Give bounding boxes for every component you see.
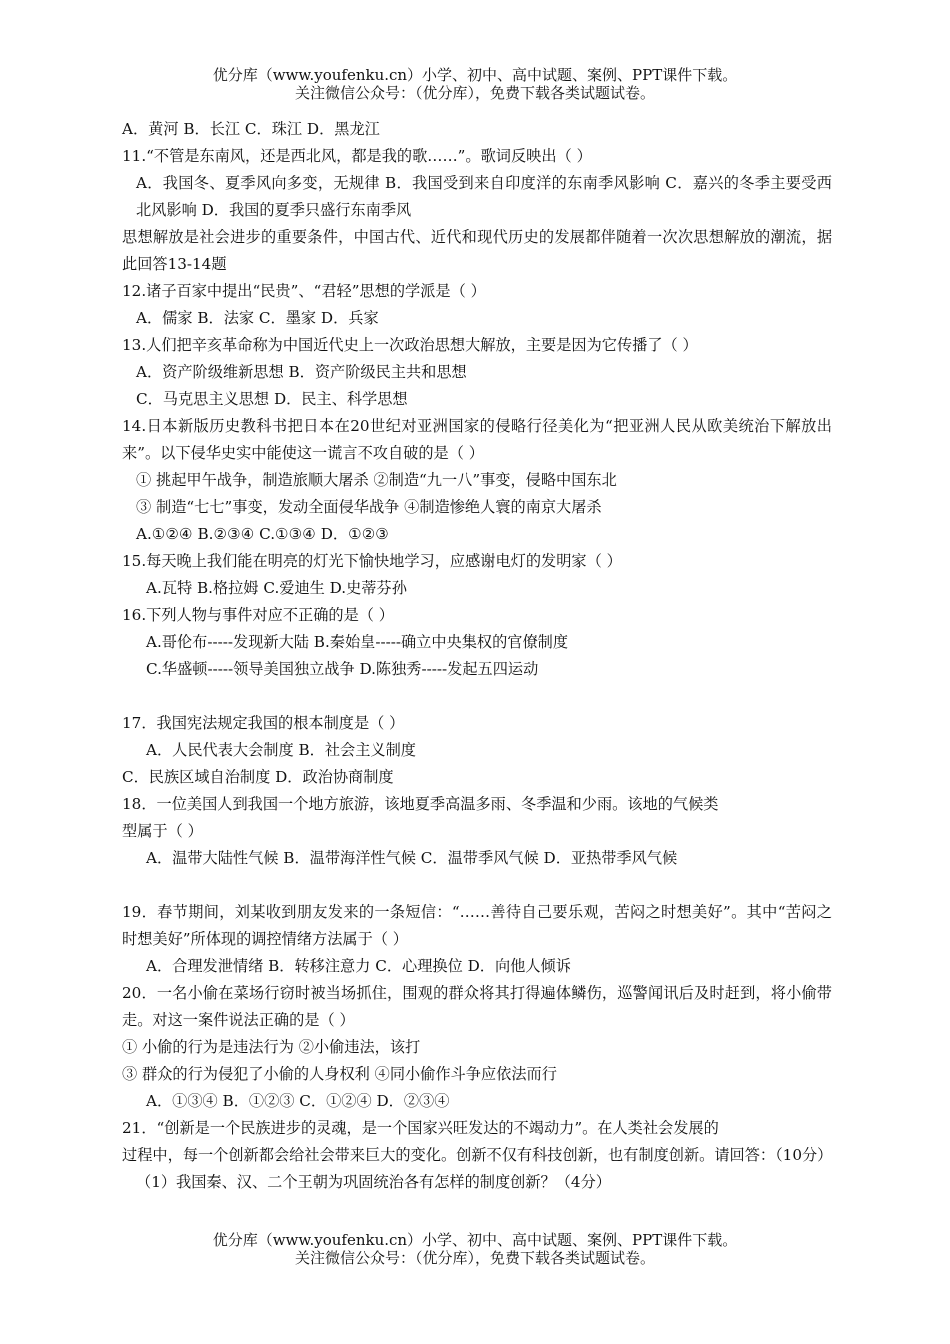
- q16-options-row1: A.哥伦布-----发现新大陆 B.秦始皇-----确立中央集权的官僚制度: [146, 633, 569, 651]
- q20-options: A．①③④ B．①②③ C．①②④ D．②③④: [146, 1092, 450, 1110]
- q17-stem: 17．我国宪法规定我国的根本制度是（ ）: [122, 714, 405, 732]
- q13-stem: 13.人们把辛亥革命称为中国近代史上一次政治思想大解放，主要是因为它传播了（ ）: [122, 336, 698, 354]
- exam-content: [122, 116, 832, 1196]
- q14-options: A.①②④ B.②③④ C.①③④ D．①②③: [136, 525, 389, 543]
- q14-stem: 14.日本新版历史教科书把日本在20世纪对亚洲国家的侵略行径美化为“把亚洲人民从欧美统治下解放出来”。以下侵华史实中能使这一谎言不攻自破的是（ ）: [122, 417, 832, 462]
- q20-items-row1: ① 小偷的行为是违法行为 ②小偷违法，该打: [122, 1038, 421, 1056]
- passage-13-14: 思想解放是社会进步的重要条件，中国古代、近代和现代历史的发展都伴随着一次次思想解放的潮流，据此回答13-14题: [122, 228, 832, 273]
- footer-line-1: 优分库（www.youfenku.cn）小学、初中、高中试题、案例、PPT课件下载。: [212, 1231, 738, 1249]
- q11-stem: 11.“不管是东南风，还是西北风，都是我的歌……”。歌词反映出（ ）: [122, 147, 592, 165]
- q21-stem-line2: 过程中，每一个创新都会给社会带来巨大的变化。创新不仅有科技创新，也有制度创新。请回答：（10分）: [122, 1146, 833, 1164]
- q18-options: A．温带大陆性气候 B．温带海洋性气候 C．温带季风气候 D．亚热带季风气候: [146, 849, 678, 867]
- q21-subquestion-1: （1）我国秦、汉、二个王朝为巩固统治各有怎样的制度创新？（4分）: [136, 1173, 611, 1191]
- q13-options-row1: A．资产阶级维新思想 B．资产阶级民主共和思想: [136, 363, 467, 381]
- q12-options: A．儒家 B．法家 C．墨家 D．兵家: [136, 309, 379, 327]
- page-header: [0, 66, 950, 102]
- q21-stem-line1: 21．“创新是一个民族进步的灵魂，是一个国家兴旺发达的不竭动力”。在人类社会发展的: [122, 1119, 719, 1137]
- q17-options-row2: C．民族区域自治制度 D．政治协商制度: [122, 768, 394, 786]
- header-line-1: 优分库（www.youfenku.cn）小学、初中、高中试题、案例、PPT课件下载。: [212, 66, 738, 84]
- q19-options: A．合理发泄情绪 B．转移注意力 C．心理换位 D．向他人倾诉: [146, 957, 571, 975]
- q10-options: A．黄河 B．长江 C．珠江 D．黑龙江: [122, 120, 380, 138]
- q16-options-row2: C.华盛顿-----领导美国独立战争 D.陈独秀-----发起五四运动: [146, 660, 539, 678]
- q17-options-row1: A．人民代表大会制度 B．社会主义制度: [146, 741, 416, 759]
- q12-stem: 12.诸子百家中提出“民贵”、“君轻”思想的学派是（ ）: [122, 282, 486, 300]
- q19-stem: 19．春节期间，刘某收到朋友发来的一条短信：“……善待自己要乐观，苦闷之时想美好”。其中“苦闷之时想美好”所体现的调控情绪方法属于（ ）: [122, 903, 832, 948]
- q16-stem: 16.下列人物与事件对应不正确的是（ ）: [122, 606, 394, 624]
- q15-stem: 15.每天晚上我们能在明亮的灯光下愉快地学习，应感谢电灯的发明家（ ）: [122, 552, 622, 570]
- header-line-2: 关注微信公众号：（优分库），免费下载各类试题试卷。: [294, 84, 655, 102]
- blank-line: [122, 683, 832, 710]
- footer-line-2: 关注微信公众号：（优分库），免费下载各类试题试卷。: [294, 1249, 655, 1267]
- q20-items-row2: ③ 群众的行为侵犯了小偷的人身权利 ④同小偷作斗争应依法而行: [122, 1065, 557, 1083]
- q18-stem-line1: 18．一位美国人到我国一个地方旅游，该地夏季高温多雨、冬季温和少雨。该地的气候类: [122, 795, 719, 813]
- page-footer: [0, 1231, 950, 1267]
- q14-items-row2: ③ 制造“七七”事变，发动全面侵华战争 ④制造惨绝人寰的南京大屠杀: [136, 498, 602, 516]
- q18-stem-line2: 型属于（ ）: [122, 822, 203, 840]
- q15-options: A.瓦特 B.格拉姆 C.爱迪生 D.史蒂芬孙: [146, 579, 407, 597]
- q13-options-row2: C．马克思主义思想 D．民主、科学思想: [136, 390, 408, 408]
- q14-items-row1: ① 挑起甲午战争，制造旅顺大屠杀 ②制造“九一八”事变，侵略中国东北: [136, 471, 617, 489]
- blank-line: [122, 872, 832, 899]
- q11-options: A．我国冬、夏季风向多变，无规律 B．我国受到来自印度洋的东南季风影响 C．嘉兴的冬季主要受西北风影响 D．我国的夏季只盛行东南季风: [136, 174, 832, 219]
- q20-stem: 20．一名小偷在菜场行窃时被当场抓住，围观的群众将其打得遍体鳞伤，巡警闻讯后及时赶到，将小偷带走。对这一案件说法正确的是（ ）: [122, 984, 832, 1029]
